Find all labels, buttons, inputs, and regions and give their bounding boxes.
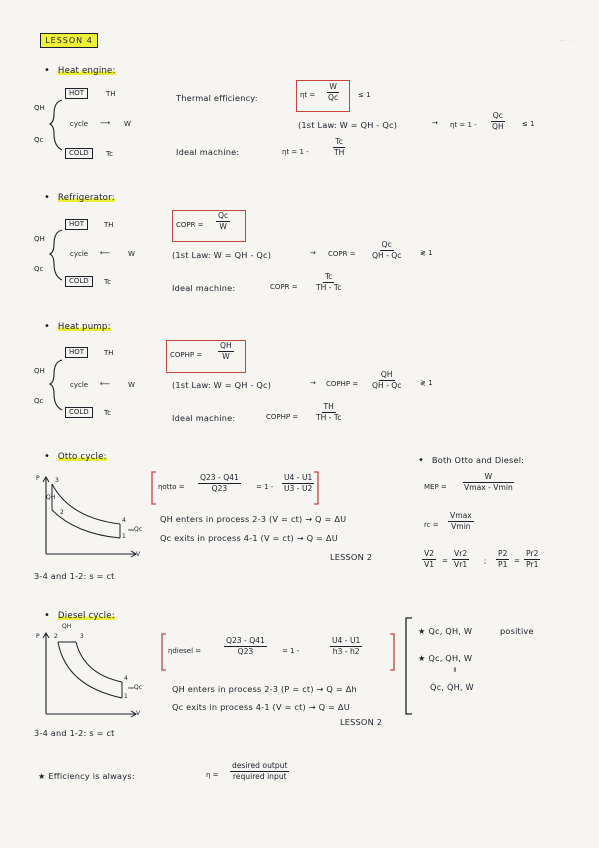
work-label: W xyxy=(124,120,131,128)
thermal-efficiency-label: Thermal efficiency: xyxy=(176,93,258,103)
diesel-v-label: V xyxy=(136,710,141,717)
ideal-machine-label: Ideal machine: xyxy=(172,413,236,423)
note-1: ★ Qc, QH, W xyxy=(418,626,473,636)
qh-label: QH xyxy=(34,104,45,112)
cop2-relation: ≷ 1 xyxy=(420,249,433,257)
mep-num: W xyxy=(463,473,515,483)
otto-qh-label: QH xyxy=(46,494,56,501)
eta2-symbol: ηt = 1 - xyxy=(450,121,477,129)
ideal-machine-label: Ideal machine: xyxy=(172,283,236,293)
ideal-num: Tc xyxy=(324,272,333,281)
ratio-vr xyxy=(452,550,469,568)
law-arrow: → xyxy=(432,119,438,127)
otto-caption: 3-4 and 1-2: s = ct xyxy=(34,571,115,581)
ideal-eta: ηt = 1 - xyxy=(282,148,309,156)
note-2: ★ Qc, QH, W xyxy=(418,653,473,663)
mep-den: Vmax - Vmin xyxy=(464,482,513,492)
heat-engine-heading-text: Heat engine: xyxy=(57,66,116,76)
tc-label: Tc xyxy=(104,278,111,286)
heat-pump-heading-text: Heat pump: xyxy=(57,322,111,332)
work-label: W xyxy=(128,250,135,258)
cycle-label: cycle xyxy=(70,250,89,258)
eff-num: W xyxy=(329,82,337,91)
qc-label: Qc xyxy=(34,397,44,405)
cop2-label: COPHP = xyxy=(326,380,359,388)
diesel-eta: ηdiesel = xyxy=(168,647,202,655)
otto-heading-text: Otto cycle: xyxy=(57,452,107,462)
work-label: W xyxy=(128,381,135,389)
notes-bracket xyxy=(400,616,414,716)
eff2-den: QH xyxy=(492,121,504,131)
first-law-text: (1st Law: W = QH - Qc) xyxy=(298,120,398,130)
ideal-fraction xyxy=(314,273,343,291)
otto-lesson2-tag: LESSON 2 xyxy=(330,552,373,562)
otto-line-2: Qc exits in process 4-1 (V = ct) → Q = ΔU xyxy=(160,533,338,543)
cop2-num: Qc xyxy=(381,240,392,249)
eff2-num: Qc xyxy=(492,111,503,120)
cop-hp-num: QH xyxy=(220,341,232,350)
diesel-pt-4: 4 xyxy=(124,675,128,682)
diesel-num2: U4 - U1 xyxy=(332,636,361,645)
page-title: LESSON 4 xyxy=(40,33,98,48)
note-2-eq: = xyxy=(450,666,459,673)
law-arrow: → xyxy=(310,249,316,257)
otto-fraction xyxy=(198,474,241,492)
diesel-lesson2-tag: LESSON 2 xyxy=(340,717,383,727)
first-law-text: (1st Law: W = QH - Qc) xyxy=(172,380,272,390)
otto-den2: U3 - U2 xyxy=(284,483,313,493)
vr1: Vr1 xyxy=(454,559,468,569)
qc-label: Qc xyxy=(34,265,44,273)
otto-mid: = 1 - xyxy=(256,483,274,491)
ratio-pr xyxy=(524,550,540,568)
cycle-arrow: ⟵ xyxy=(100,249,111,257)
cop2-den: QH - Qc xyxy=(372,380,402,390)
note-1-positive: positive xyxy=(500,626,534,636)
cop-hp-fraction xyxy=(218,342,234,360)
ratio-eq-2: = xyxy=(514,557,520,565)
tc-label: Tc xyxy=(104,409,111,417)
ideal-cop: COPR = xyxy=(270,283,298,291)
cycle-arrow: ⟵ xyxy=(100,380,111,388)
both-heading xyxy=(418,456,524,466)
otto-pv-diagram xyxy=(36,474,146,564)
hot-reservoir: HOT xyxy=(65,88,88,99)
ideal-num: Tc xyxy=(335,137,343,146)
diesel-pt-2: 2 xyxy=(54,633,58,640)
p2: P2 xyxy=(498,549,508,558)
cop2-relation: ≷ 1 xyxy=(420,379,433,387)
cop2-fraction xyxy=(370,371,403,389)
diesel-p-label: P xyxy=(36,633,40,640)
eff-den: Qc xyxy=(328,92,339,102)
otto-qc-label: Qc xyxy=(134,526,143,533)
cop-hp-label: COPHP = xyxy=(170,351,203,359)
otto-eta: ηotto = xyxy=(158,483,185,491)
law-arrow: → xyxy=(310,379,316,387)
diesel-num: Q23 - Q41 xyxy=(226,636,265,645)
ideal-fraction xyxy=(314,403,343,421)
ratio-eq-1: = xyxy=(442,557,448,565)
first-law-text: (1st Law: W = QH - Qc) xyxy=(172,250,272,260)
cop-r-den: W xyxy=(219,221,227,231)
diesel-fraction-2 xyxy=(330,637,362,655)
otto-p-label: P xyxy=(36,475,40,482)
hot-reservoir: HOT xyxy=(65,219,88,230)
footer-eta: η = xyxy=(206,771,219,779)
heat-pump-brace xyxy=(46,356,66,416)
otto-heading xyxy=(44,452,107,462)
mep-label: MEP = xyxy=(424,483,447,491)
vr2: Vr2 xyxy=(454,549,468,558)
refrigerator-brace xyxy=(46,226,66,284)
ideal-machine-label: Ideal machine: xyxy=(176,147,240,157)
cold-reservoir: COLD xyxy=(65,407,93,418)
refrigerator-heading-text: Refrigerator: xyxy=(57,193,115,203)
hot-reservoir: HOT xyxy=(65,347,88,358)
ideal-den: TH xyxy=(334,147,345,157)
diesel-caption: 3-4 and 1-2: s = ct xyxy=(34,728,115,738)
v1: V1 xyxy=(424,559,435,569)
cop2-label: COPR = xyxy=(328,250,356,258)
cycle-label: cycle xyxy=(70,381,89,389)
qh-label: QH xyxy=(34,235,45,243)
otto-line-1: QH enters in process 2-3 (V = ct) → Q = ΔU xyxy=(160,514,347,524)
cop-r-label: COPR = xyxy=(176,221,204,229)
rc-num: Vmax xyxy=(450,511,472,520)
th-label: TH xyxy=(104,221,114,229)
otto-num2: U4 - U1 xyxy=(284,473,313,482)
eff-fraction xyxy=(326,83,340,101)
otto-fraction-2 xyxy=(282,474,314,492)
ideal-den: TH - Tc xyxy=(316,282,342,292)
v2: V2 xyxy=(424,549,435,558)
diesel-den2: h3 - h2 xyxy=(332,646,360,656)
ideal-den: TH - Tc xyxy=(316,412,342,422)
diesel-heading xyxy=(44,611,115,621)
ratio-p xyxy=(496,550,509,568)
ratio-sep: ; xyxy=(484,557,487,565)
ideal-cop: COPHP = xyxy=(266,413,299,421)
eta-symbol: ηt = xyxy=(300,91,316,99)
diesel-fraction xyxy=(224,637,267,655)
eff2-relation: ≤ 1 xyxy=(522,120,535,128)
refrigerator-heading xyxy=(44,193,115,203)
cop-r-fraction xyxy=(216,212,230,230)
heat-engine-heading xyxy=(44,66,116,76)
otto-pt-2: 2 xyxy=(60,509,64,516)
otto-pt-4: 4 xyxy=(122,517,126,524)
th-label: TH xyxy=(104,349,114,357)
diesel-mid: = 1 - xyxy=(282,647,300,655)
diesel-heading-text: Diesel cycle: xyxy=(57,611,115,621)
cycle-arrow: ⟶ xyxy=(100,119,111,127)
cold-reservoir: COLD xyxy=(65,148,93,159)
pr2: Pr2 xyxy=(526,549,539,558)
th-label: TH xyxy=(106,90,116,98)
rc-fraction xyxy=(448,512,474,530)
pr1: Pr1 xyxy=(526,559,539,569)
footer-num: desired output xyxy=(232,761,288,770)
qc-label: Qc xyxy=(34,136,44,144)
qh-label: QH xyxy=(34,367,45,375)
heat-engine-brace xyxy=(46,96,66,156)
p1: P1 xyxy=(498,559,508,569)
otto-den: Q23 xyxy=(211,483,228,493)
mep-fraction xyxy=(462,473,515,491)
diesel-line-2: Qc exits in process 4-1 (V = ct) → Q = ΔU xyxy=(172,702,350,712)
otto-v-label: V xyxy=(136,551,141,558)
diesel-den: Q23 xyxy=(237,646,254,656)
rc-label: rc = xyxy=(424,521,439,529)
otto-pt-1: 1 xyxy=(122,533,126,540)
ideal-num: TH xyxy=(323,402,334,411)
footer-fraction xyxy=(230,762,289,780)
cold-reservoir: COLD xyxy=(65,276,93,287)
otto-pt-3: 3 xyxy=(55,477,59,484)
eff-relation: ≤ 1 xyxy=(358,91,371,99)
diesel-line-1: QH enters in process 2-3 (P = ct) → Q = Δh xyxy=(172,684,357,694)
both-heading-text: Both Otto and Diesel: xyxy=(431,455,525,465)
eff2-fraction xyxy=(490,112,506,130)
heat-pump-heading xyxy=(44,322,111,332)
cop2-num: QH xyxy=(380,370,393,379)
otto-num: Q23 - Q41 xyxy=(200,473,239,482)
cycle-label: cycle xyxy=(70,120,89,128)
ratio-v xyxy=(422,550,436,568)
diesel-qc-label: Qc xyxy=(134,684,143,691)
diesel-pt-3: 3 xyxy=(80,633,84,640)
tc-label: Tc xyxy=(106,150,113,158)
bleed-mark: ⌐ .: xyxy=(560,37,573,45)
diesel-qh-label: QH xyxy=(62,623,72,630)
cop-hp-den: W xyxy=(222,351,230,361)
note-3: Q̇c, Q̇H, Ẇ xyxy=(430,682,474,692)
rc-den: Vmin xyxy=(451,521,471,531)
diesel-pv-diagram xyxy=(36,630,146,722)
ideal-fraction xyxy=(332,138,346,156)
diesel-pt-1: 1 xyxy=(124,693,128,700)
cop2-den: QH - Qc xyxy=(372,250,402,260)
cop2-fraction xyxy=(370,241,403,259)
footer-den: required input xyxy=(232,771,287,781)
cop-r-num: Qc xyxy=(218,211,229,220)
footer-efficiency-text: ★ Efficiency is always: xyxy=(38,771,135,781)
